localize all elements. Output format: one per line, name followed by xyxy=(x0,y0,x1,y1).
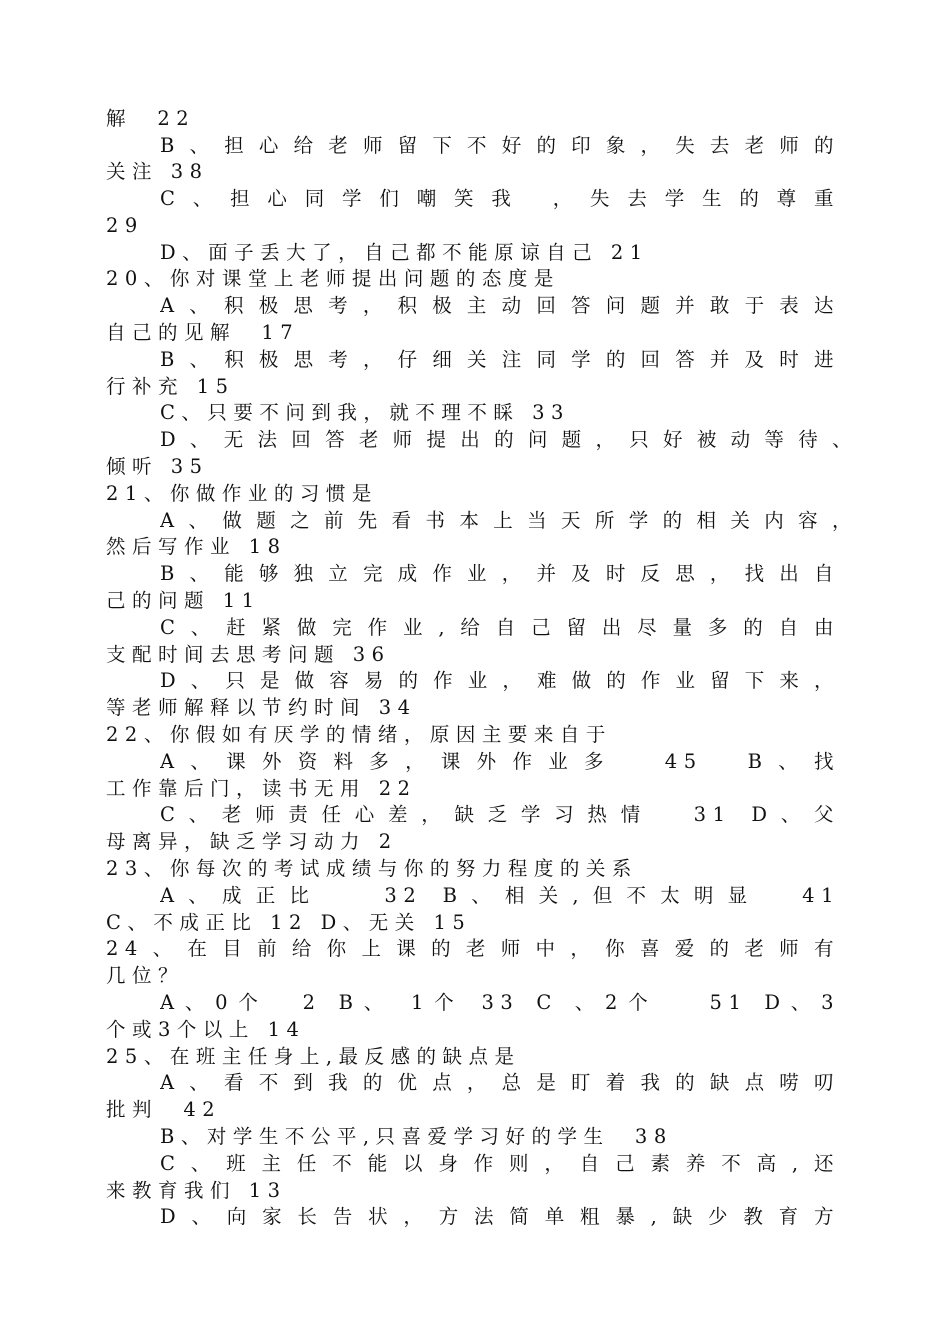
text-line: 支配时间去思考问题 36 xyxy=(106,643,391,666)
text-line: C、不成正比 12 D、无关 15 xyxy=(106,911,472,934)
text-line: 工作靠后门，读书无用 22 xyxy=(106,777,417,800)
text-line: 批判 42 xyxy=(106,1098,222,1121)
option-line: A、课外资料多，课外作业多 45 B、找 xyxy=(160,750,840,773)
text-line: 关注 38 xyxy=(106,160,209,183)
question-line: 23、你每次的考试成绩与你的努力程度的关系 xyxy=(106,857,638,880)
option-line: C、只要不问到我，就不理不睬 33 xyxy=(160,401,570,424)
question-line: 24、在目前给你上课的老师中，你喜爱的老师有 xyxy=(106,937,840,960)
text-line: 母离异，缺乏学习动力 2 xyxy=(106,830,398,853)
option-line: B、对学生不公平,只喜爱学习好的学生 38 xyxy=(160,1125,673,1148)
option-line: A、0个 2 B、 1个 33 C 、2个 51 D、3 xyxy=(160,991,840,1014)
option-line: D、无法回答老师提出的问题，只好被动等待、 xyxy=(160,428,858,451)
text-line: 来教育我们 13 xyxy=(106,1179,287,1202)
option-line: D、向家长告状，方法简单粗暴,缺少教育方 xyxy=(160,1205,840,1228)
option-line: B、积极思考，仔细关注同学的回答并及时进 xyxy=(160,348,840,371)
text-line: 解 22 xyxy=(106,107,196,130)
text-line: 几位？ xyxy=(106,964,185,987)
question-line: 22、你假如有厌学的情绪，原因主要来自于 xyxy=(106,723,612,746)
option-line: A、积极思考，积极主动回答问题并敢于表达 xyxy=(160,294,840,317)
text-line: 然后写作业 18 xyxy=(106,535,287,558)
option-line: C、担心同学们嘲笑我 ，失去学生的尊重 xyxy=(160,187,840,210)
option-line: C、老师责任心差，缺乏学习热情 31 D、父 xyxy=(160,803,840,826)
option-line: B、能够独立完成作业，并及时反思，找出自 xyxy=(160,562,840,585)
question-line: 21、你做作业的习惯是 xyxy=(106,482,378,505)
option-line: D、面子丢大了，自己都不能原谅自己 21 xyxy=(160,241,649,264)
text-line: 等老师解释以节约时间 34 xyxy=(106,696,417,719)
text-line: 个或3个以上 14 xyxy=(106,1018,306,1041)
text-line: 29 xyxy=(106,214,144,237)
option-line: A、做题之前先看书本上当天所学的相关内容， xyxy=(160,509,858,532)
text-line: 行补充 15 xyxy=(106,375,235,398)
option-line: A、看不到我的优点，总是盯着我的缺点唠叨 xyxy=(160,1071,840,1094)
text-line: 倾听 35 xyxy=(106,455,209,478)
option-line: B、担心给老师留下不好的印象，失去老师的 xyxy=(160,134,840,157)
option-line: D、只是做容易的作业，难做的作业留下来， xyxy=(160,669,840,692)
option-line: C、赶紧做完作业,给自己留出尽量多的自由 xyxy=(160,616,840,639)
text-line: 己的问题 11 xyxy=(106,589,261,612)
text-line: 自己的见解 17 xyxy=(106,321,300,344)
question-line: 25、在班主任身上,最反感的缺点是 xyxy=(106,1045,521,1068)
question-line: 20、你对课堂上老师提出问题的态度是 xyxy=(106,267,560,290)
option-line: C、班主任不能以身作则，自己素养不高,还 xyxy=(160,1152,840,1175)
option-line: A、成正比 32 B、相关,但不太明显 41 xyxy=(160,884,840,907)
